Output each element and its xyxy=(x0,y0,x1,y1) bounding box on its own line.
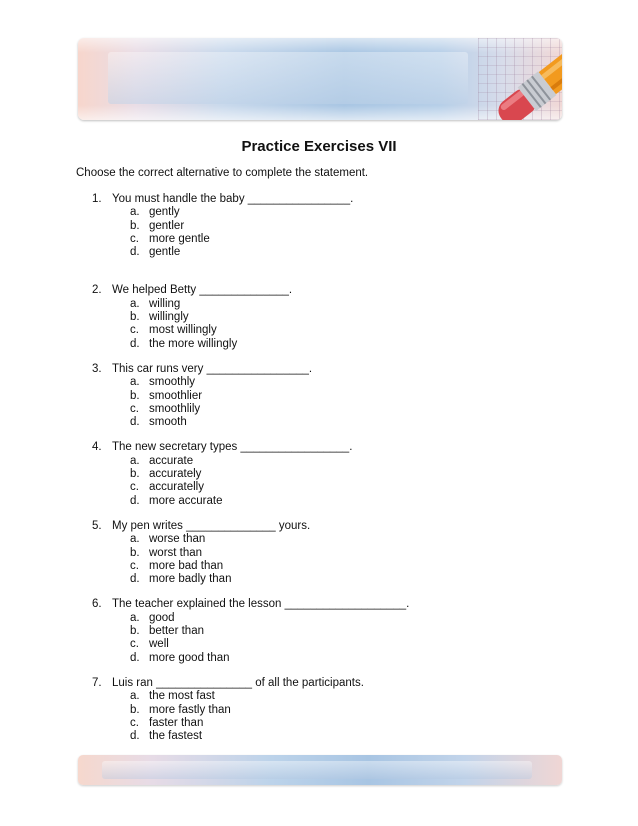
option-d xyxy=(92,730,572,743)
question-number: 2. xyxy=(92,284,102,297)
option-c xyxy=(92,638,572,651)
option-list xyxy=(92,376,572,429)
option-text: more bad than xyxy=(149,559,224,572)
question-2 xyxy=(92,284,572,350)
option-text: gently xyxy=(149,206,180,219)
option-list xyxy=(92,533,572,586)
option-text: gentler xyxy=(149,219,185,232)
option-a xyxy=(92,690,572,703)
option-text: the more willingly xyxy=(149,337,238,350)
banner-panel xyxy=(108,52,468,104)
option-c xyxy=(92,324,572,337)
option-text: accuratelly xyxy=(149,481,204,494)
option-c xyxy=(92,233,572,246)
option-letter: b. xyxy=(130,703,140,716)
option-letter: a. xyxy=(130,611,140,624)
option-letter: b. xyxy=(130,546,140,559)
option-d xyxy=(92,338,572,351)
question-number: 6. xyxy=(92,598,102,611)
option-list xyxy=(92,206,572,259)
option-a xyxy=(92,298,572,311)
option-a xyxy=(92,612,572,625)
option-b xyxy=(92,547,572,560)
option-letter: a. xyxy=(130,297,140,310)
option-d xyxy=(92,246,572,259)
option-letter: d. xyxy=(130,416,140,429)
option-d xyxy=(92,573,572,586)
option-a xyxy=(92,206,572,219)
question-text: The new secretary types _________________. xyxy=(112,441,353,454)
option-text: smoothlier xyxy=(149,389,203,402)
question-6 xyxy=(92,598,572,664)
question-number: 7. xyxy=(92,676,102,689)
footer-banner xyxy=(78,755,562,785)
option-list xyxy=(92,455,572,508)
option-text: more badly than xyxy=(149,573,232,586)
option-text: more good than xyxy=(149,651,230,664)
option-letter: c. xyxy=(130,716,139,729)
option-b xyxy=(92,625,572,638)
option-letter: c. xyxy=(130,402,139,415)
question-number: 5. xyxy=(92,519,102,532)
option-letter: d. xyxy=(130,246,140,259)
question-number: 3. xyxy=(92,362,102,375)
option-text: more fastly than xyxy=(149,703,231,716)
option-text: smoothlily xyxy=(149,402,201,415)
option-text: the most fast xyxy=(149,690,215,703)
question-7 xyxy=(92,677,572,743)
option-text: accurately xyxy=(149,468,202,481)
option-letter: c. xyxy=(130,481,139,494)
option-c xyxy=(92,717,572,730)
option-text: smoothly xyxy=(149,376,196,389)
option-b xyxy=(92,704,572,717)
option-letter: d. xyxy=(130,573,140,586)
question-4 xyxy=(92,441,572,507)
option-text: faster than xyxy=(149,716,204,729)
option-letter: c. xyxy=(130,324,139,337)
question-number: 4. xyxy=(92,441,102,454)
option-b xyxy=(92,220,572,233)
question-number: 1. xyxy=(92,193,102,205)
option-text: good xyxy=(149,611,175,624)
question-text: Luis ran _______________ of all the participants. xyxy=(112,676,364,689)
option-letter: c. xyxy=(130,232,139,245)
option-text: accurate xyxy=(149,454,194,467)
question-text: This car runs very ________________. xyxy=(112,362,313,375)
pencil-eraser-icon xyxy=(470,38,562,120)
question-text: We helped Betty ______________. xyxy=(112,284,293,297)
option-text: worse than xyxy=(149,533,206,546)
header-banner xyxy=(78,38,562,120)
option-list xyxy=(92,690,572,743)
option-b xyxy=(92,468,572,481)
option-letter: c. xyxy=(130,559,139,572)
question-1 xyxy=(92,193,572,259)
option-letter: d. xyxy=(130,494,140,507)
option-c xyxy=(92,481,572,494)
option-text: willing xyxy=(149,297,181,310)
question-3 xyxy=(92,363,572,429)
option-d xyxy=(92,652,572,665)
option-letter: b. xyxy=(130,389,140,402)
instructions: Choose the correct alternative to complete the statement. xyxy=(76,167,369,179)
option-text: more gentle xyxy=(149,232,210,245)
option-letter: b. xyxy=(130,219,140,232)
option-text: well xyxy=(149,638,169,651)
option-text: better than xyxy=(149,625,204,638)
option-text: worst than xyxy=(149,546,203,559)
option-text: more accurate xyxy=(149,494,223,507)
option-d xyxy=(92,416,572,429)
option-c xyxy=(92,560,572,573)
option-b xyxy=(92,390,572,403)
question-5 xyxy=(92,520,572,586)
option-list xyxy=(92,612,572,665)
option-letter: b. xyxy=(130,311,140,324)
option-letter: b. xyxy=(130,625,140,638)
option-text: willingly xyxy=(149,311,189,324)
option-letter: a. xyxy=(130,533,140,546)
option-a xyxy=(92,533,572,546)
option-a xyxy=(92,455,572,468)
option-b xyxy=(92,311,572,324)
option-letter: d. xyxy=(130,337,140,350)
option-text: smooth xyxy=(149,416,187,429)
option-letter: a. xyxy=(130,376,140,389)
option-text: most willingly xyxy=(149,324,217,337)
question-list xyxy=(92,193,572,743)
option-c xyxy=(92,403,572,416)
option-a xyxy=(92,376,572,389)
question-text: My pen writes ______________ yours. xyxy=(112,519,311,532)
option-text: the fastest xyxy=(149,730,203,743)
option-letter: a. xyxy=(130,206,140,219)
question-text: The teacher explained the lesson ___________________. xyxy=(112,598,410,611)
option-letter: d. xyxy=(130,730,140,743)
option-letter: c. xyxy=(130,638,139,651)
option-letter: a. xyxy=(130,690,140,703)
option-d xyxy=(92,495,572,508)
footer-panel xyxy=(102,761,532,779)
question-text: You must handle the baby ________________. xyxy=(112,193,354,205)
option-letter: a. xyxy=(130,454,140,467)
option-text: gentle xyxy=(149,246,181,259)
option-list xyxy=(92,298,572,351)
page-title: Practice Exercises VII xyxy=(241,138,397,155)
option-letter: b. xyxy=(130,468,140,481)
option-letter: d. xyxy=(130,651,140,664)
